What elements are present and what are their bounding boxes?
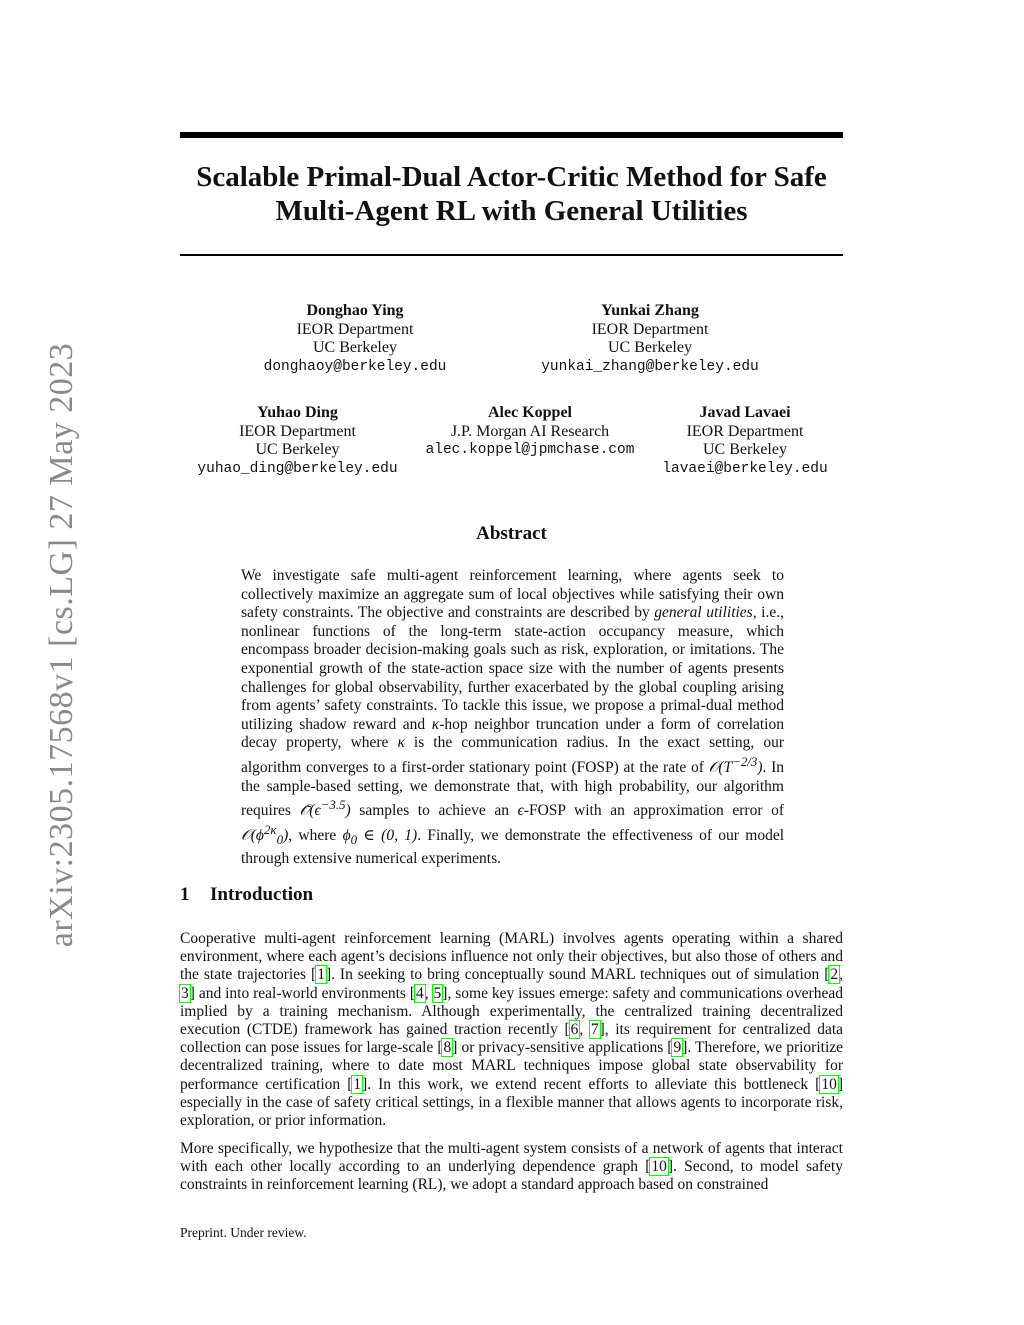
citation-link[interactable]: 9 bbox=[673, 1039, 682, 1057]
author-institution: UC Berkeley bbox=[255, 441, 340, 458]
author-name: Yunkai Zhang bbox=[601, 302, 699, 319]
author-name: Javad Lavaei bbox=[699, 404, 791, 421]
arxiv-id-text: arXiv:2305.17568v1 [cs.LG] 27 May 2023 bbox=[43, 342, 81, 948]
section-heading-introduction bbox=[180, 884, 843, 906]
author-block bbox=[650, 404, 840, 478]
author-department: IEOR Department bbox=[686, 422, 804, 440]
author-name: Donghao Ying bbox=[306, 302, 404, 319]
author-name: Alec Koppel bbox=[488, 404, 572, 421]
author-email[interactable]: yuhao_ding@berkeley.edu bbox=[197, 460, 398, 477]
author-block bbox=[530, 302, 770, 376]
title-bottom-rule bbox=[180, 254, 843, 256]
citation-link[interactable]: 7 bbox=[590, 1021, 599, 1039]
title-line-2: Multi-Agent RL with General Utilities bbox=[275, 195, 748, 227]
author-email[interactable]: yunkai_zhang@berkeley.edu bbox=[541, 358, 759, 375]
author-department: IEOR Department bbox=[296, 320, 414, 338]
citation-link[interactable]: 4 bbox=[416, 984, 424, 1002]
intro-paragraph-2: More specifically, we hypothesize that the multi-agent system consists of a network of agents that interact with each other locally according to an underlying dependence graph [10]. Second, to model safety constraints in reinforcement learning (RL), we adopt a standard approach based on constrained bbox=[180, 1140, 843, 1194]
author-department: IEOR Department bbox=[591, 320, 709, 338]
citation-link[interactable]: 10 bbox=[651, 1158, 667, 1176]
author-institution: UC Berkeley bbox=[313, 339, 397, 356]
citation-link[interactable]: 10 bbox=[821, 1075, 837, 1093]
title-top-rule bbox=[180, 132, 843, 138]
citation-link[interactable]: 2 bbox=[830, 966, 839, 984]
rate-formula: $𝒪(T^{-2/3})$ bbox=[708, 753, 763, 777]
author-block bbox=[185, 404, 410, 478]
phi-range-formula: $\phi_0$ ∈ (0, 1) bbox=[342, 827, 418, 848]
general-utilities-emphasis: general utilities bbox=[654, 604, 753, 622]
author-block bbox=[415, 404, 645, 460]
author-institution: J.P. Morgan AI Research bbox=[450, 422, 610, 440]
title-line-1: Scalable Primal-Dual Actor-Critic Method for Safe bbox=[196, 161, 827, 193]
author-institution: UC Berkeley bbox=[703, 441, 787, 458]
author-email[interactable]: donghaoy@berkeley.edu bbox=[263, 358, 447, 375]
author-email[interactable]: lavaei@berkeley.edu bbox=[662, 460, 828, 477]
approximation-error-formula: $𝒪(\phi^{2\kappa}_0)$ bbox=[241, 822, 289, 848]
author-email[interactable]: alec.koppel@jpmchase.com bbox=[425, 442, 635, 458]
abstract-heading: Abstract bbox=[476, 523, 547, 544]
citation-link[interactable]: 1 bbox=[317, 966, 325, 984]
author-institution: UC Berkeley bbox=[608, 339, 692, 356]
abstract-body: We investigate safe multi-agent reinforcement learning, where agents seek to collectively maximize an aggregate sum of local objectives while satisfying their own safety constraints. The objective and constraints are described by general utilities, i.e., nonlinear functions of the long-term state-action occupancy measure, which encompass broader decision-making goals such as risk, exploration, or imitations. The exponential growth of the state-action space size with the number of agents presents challenges for global observability, further exacerbated by the global coupling arising from agents’ safety constraints. To tackle this issue, we propose a primal-dual method utilizing shadow reward and κ-hop neighbor truncation under a form of correlation decay property, where κ is the communication radius. In the exact setting, our algorithm converges to a first-order stationary point (FOSP) at the rate of $𝒪(T^{-2/3})$. In the sample-based setting, we demonstrate that, with high probability, our algorithm requires $𝒪̃(\epsilon^{-3.5})$ samples to achieve an ϵ-FOSP with an approximation error of $𝒪(\phi^{2\kappa}_0)$, where $\phi_0$ ∈ (0, 1). Finally, we demonstrate the effectiveness of our model through extensive numerical experiments. bbox=[241, 567, 785, 867]
author-block bbox=[255, 302, 455, 376]
citation-link[interactable]: 8 bbox=[443, 1039, 452, 1057]
citation-link[interactable]: 5 bbox=[433, 984, 442, 1002]
citation-link[interactable]: 3 bbox=[181, 984, 189, 1002]
footer-note: Preprint. Under review. bbox=[180, 1225, 307, 1240]
citation-link[interactable]: 6 bbox=[570, 1021, 579, 1039]
author-department: IEOR Department bbox=[239, 422, 356, 440]
sample-complexity-formula: $𝒪̃(\epsilon^{-3.5})$ bbox=[299, 797, 351, 820]
author-name: Yuhao Ding bbox=[257, 404, 338, 421]
citation-link[interactable]: 1 bbox=[353, 1075, 362, 1093]
paper-title bbox=[180, 160, 843, 228]
section-number: 1 bbox=[180, 884, 190, 905]
section-title: Introduction bbox=[210, 884, 314, 905]
intro-paragraph-1: Cooperative multi-agent reinforcement learning (MARL) involves agents operating within a shared environment, where each agent’s decisions influence not only their objectives, but also those of others and the state trajectories [1]. In seeking to bring conceptually sound MARL techniques out of simulation [2, 3] and into real-world environments [4, 5], some key issues emerge: safety and communications overhead implied by a training mechanism. Although experimentally, the centralized training decentralized execution (CTDE) framework has gained traction recently [6, 7], its requirement for centralized data collection can pose issues for large-scale [8] or privacy-sensitive applications [9]. Therefore, we prioritize decentralized training, where to date most MARL techniques impose global state observability for performance certification [1]. In this work, we extend recent efforts to alleviate this bottleneck [10] especially in the case of safety critical settings, in a flexible manner that allows agents to incorporate risk, exploration, or prior information. bbox=[180, 930, 844, 1130]
arxiv-sidebar-identifier bbox=[36, 342, 88, 948]
